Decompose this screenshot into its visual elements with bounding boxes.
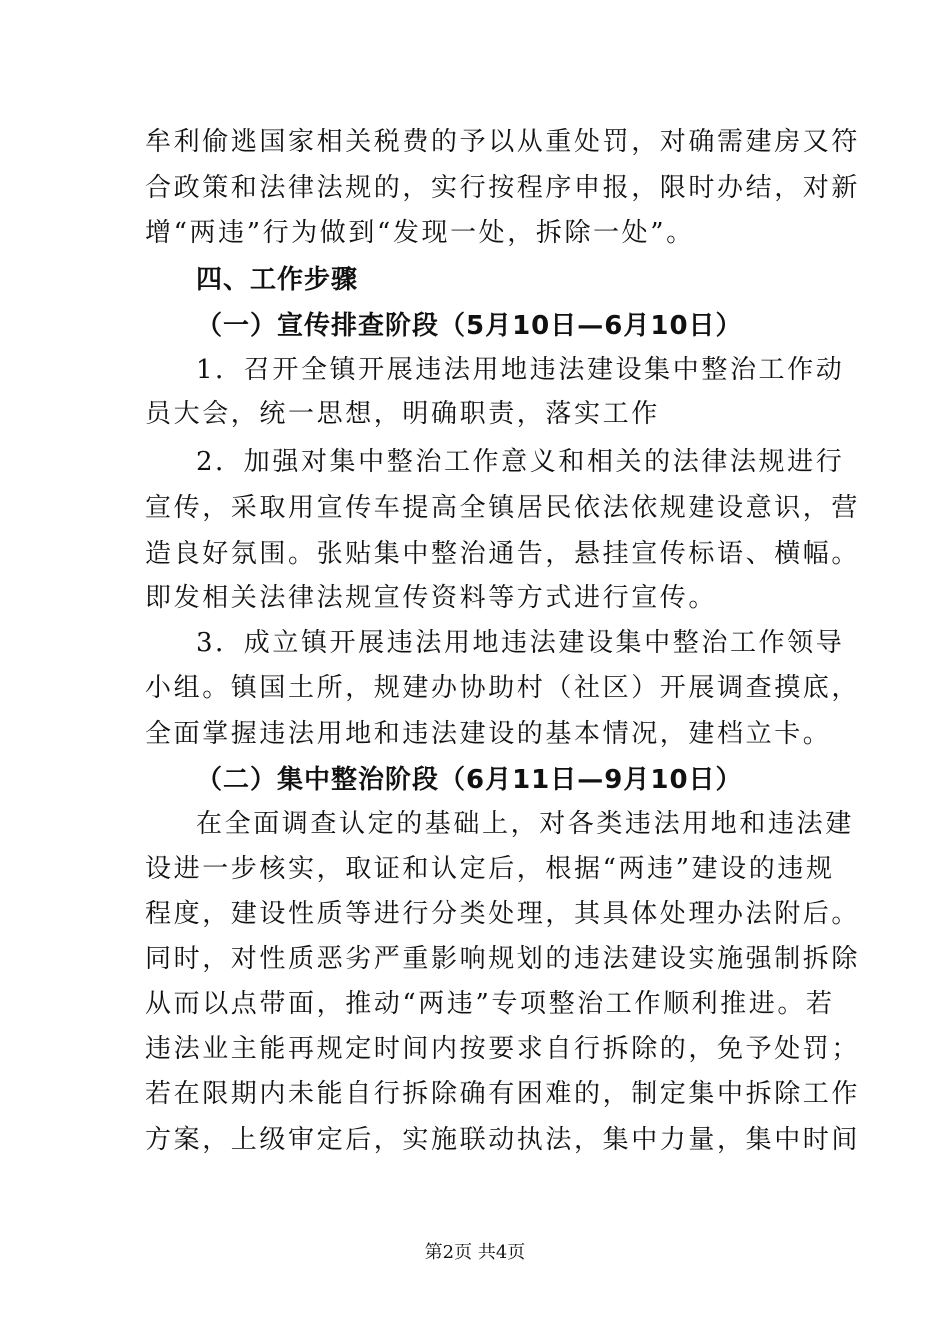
body-text-line: 员大会，统一思想，明确职责，落实工作 bbox=[145, 399, 660, 429]
subsection-heading: （一）宣传排查阶段（5月10日—6月10日） bbox=[196, 311, 743, 341]
body-text-line: 若在限期内未能自行拆除确有困难的，制定集中拆除工作 bbox=[145, 1079, 861, 1109]
body-text-line: 牟利偷逃国家相关税费的予以从重处罚，对确需建房又符 bbox=[145, 127, 861, 157]
body-text-line: 造良好氛围。张贴集中整治通告，悬挂宣传标语、横幅。 bbox=[145, 539, 861, 569]
subsection-heading: （二）集中整治阶段（6月11日—9月10日） bbox=[196, 765, 743, 795]
body-text-line: 在全面调查认定的基础上，对各类违法用地和违法建 bbox=[196, 809, 854, 839]
body-text-line: 2．加强对集中整治工作意义和相关的法律法规进行 bbox=[196, 447, 845, 477]
body-text-line: 合政策和法律法规的，实行按程序申报，限时办结，对新 bbox=[145, 173, 861, 203]
body-text-line: 宣传，采取用宣传车提高全镇居民依法依规建设意识，营 bbox=[145, 493, 861, 523]
body-text-line: 3．成立镇开展违法用地违法建设集中整治工作领导 bbox=[196, 628, 845, 658]
page-number-footer: 第2页 共4页 bbox=[424, 1242, 526, 1263]
body-text-line: 1．召开全镇开展违法用地违法建设集中整治工作动 bbox=[196, 355, 845, 385]
section-heading: 四、工作步骤 bbox=[196, 265, 359, 295]
body-text-line: 即发相关法律法规宣传资料等方式进行宣传。 bbox=[145, 583, 718, 613]
body-text-line: 从而以点带面，推动“两违”专项整治工作顺利推进。若 bbox=[145, 989, 835, 1019]
body-text-line: 增“两违”行为做到“发现一处，拆除一处”。 bbox=[145, 218, 695, 248]
body-text-line: 小组。镇国土所，规建办协助村（社区）开展调查摸底， bbox=[145, 673, 861, 703]
body-text-line: 方案，上级审定后，实施联动执法，集中力量，集中时间 bbox=[145, 1125, 861, 1155]
body-text-line: 设进一步核实，取证和认定后，根据“两违”建设的违规 bbox=[145, 854, 835, 884]
body-text-line: 全面掌握违法用地和违法建设的基本情况，建档立卡。 bbox=[145, 719, 832, 749]
body-text-line: 程度，建设性质等进行分类处理，其具体处理办法附后。 bbox=[145, 899, 861, 929]
body-text-line: 同时，对性质恶劣严重影响规划的违法建设实施强制拆除 bbox=[145, 944, 861, 974]
body-text-line: 违法业主能再规定时间内按要求自行拆除的，免予处罚； bbox=[145, 1034, 861, 1064]
